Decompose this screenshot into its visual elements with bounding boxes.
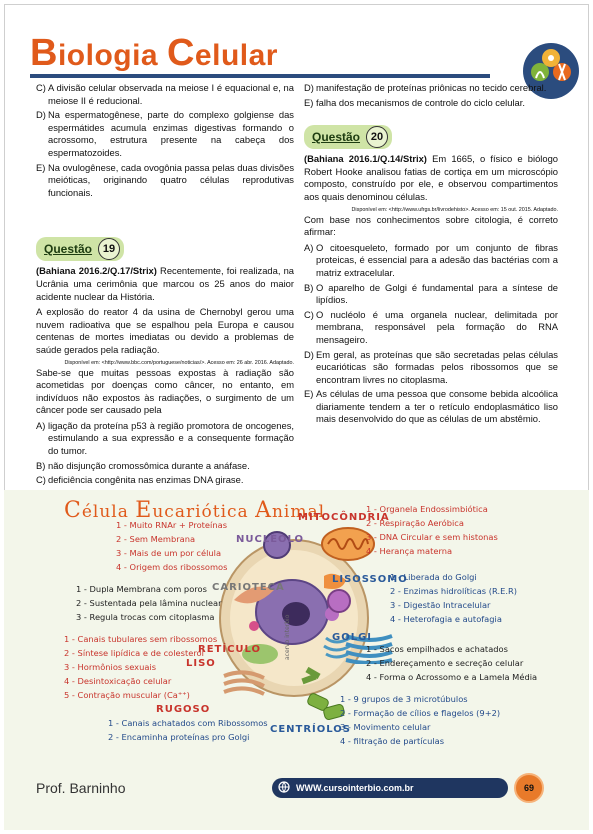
q20-option-e: E) As células de uma pessoa que consome bebida alcoólica diariamente tendem a ter o retículo endoplasmático liso mais desenvolvido do que as células de um abstêmio.	[304, 388, 558, 425]
q19-option-c: C) deficiência congênita nas enzimas DNA girase.	[36, 474, 244, 486]
rough-er-zoom	[222, 668, 266, 698]
author-name: Prof. Barninho	[36, 780, 126, 796]
q19-option-e: E) falha dos mecanismos de controle do ciclo celular.	[304, 96, 525, 108]
lisossomo-item-2: 2 - Enzimas hidrolíticas (R.E.R)	[390, 586, 517, 596]
centriolos-item-4: 4 - filtração de partículas	[340, 736, 445, 746]
liso-item-2: 2 - Síntese lipídica e de colesterol	[64, 648, 204, 658]
mitocondria-title: MITOCÔNDRIA	[298, 512, 390, 523]
rugoso-item-1: 1 - Canais achatados com Ribossomos	[108, 718, 268, 728]
centriolos-title: CENTRÍOLOS	[270, 724, 352, 735]
liso-item-4: 4 - Desintoxicação celular	[64, 676, 172, 686]
page-header	[30, 30, 570, 80]
q20-option-b: B) O aparelho de Golgi é fundamental para a síntese de lipídios.	[304, 281, 558, 306]
cell-diagram	[4, 490, 589, 775]
question-19-badge	[36, 237, 124, 261]
golgi-title: GOLGI	[332, 632, 373, 643]
nucleolo-title: NUCLÉOLO	[236, 534, 305, 545]
lisossomo-item-3: 3 - Digestão Intracelular	[390, 600, 491, 610]
liso-item-3: 3 - Hormônios sexuais	[64, 662, 157, 672]
header-rule	[30, 74, 490, 78]
q20-option-a: A) O citoesqueleto, formado por um conjunto de fibras proteicas, é essencial para a adesão das bactérias com a matriz extracelular.	[304, 241, 558, 278]
question-label: Questão	[44, 242, 93, 257]
carioteca-title: CARIOTECA	[212, 582, 285, 593]
centriolos-item-3: 3 - Movimento celular	[340, 722, 431, 732]
left-column	[36, 82, 294, 489]
q20-option-c: C) O nucléolo é uma organela nuclear, delimitada por membrana, responsável pela formação do RNA mensageiro.	[304, 308, 558, 345]
q19-stem-2: A explosão do reator 4 da usina de Chernobyl gerou uma nuvem radioativa que se espalhou pela Europa e causou centenas de mortes imediatas ou devido a problemas de saúde gerados pela radiação.	[36, 306, 294, 355]
q20-option-d: D) Em geral, as proteínas que são secretadas pelas células eucarióticas são formadas pelos ribossomos que se encontram livres no citoplasma.	[304, 348, 558, 385]
title-word-rest: iologia	[57, 39, 159, 72]
nucleolo-item-3: 3 - Mais de um por célula	[116, 548, 222, 558]
diagram-watermark: acervo interbio	[284, 614, 291, 660]
lisossomo-title: LISOSSOMO	[332, 574, 408, 585]
mitochondria-zoom	[320, 524, 376, 564]
nucleolo-item-1: 1 - Muito RNAr + Proteínas	[116, 520, 228, 530]
carioteca-item-3: 3 - Regula trocas com citoplasma	[76, 612, 215, 622]
liso-item-1: 1 - Canais tubulares sem ribossomos	[64, 634, 218, 644]
mitocondria-item-4: 4 - Herança materna	[366, 546, 453, 556]
question-label: Questão	[312, 129, 361, 144]
rugoso-title: RUGOSO	[156, 704, 211, 715]
title-initial-b: B	[30, 32, 58, 74]
q20-stem-2: Com base nos conhecimentos sobre citologia, é correto afirmar:	[304, 213, 558, 238]
q18-option-e: E) Na ovulogênese, cada ovogônia passa pelas duas divisões meióticas, originando quatro células reprodutivas funcionais.	[36, 161, 295, 198]
q18-option-d: D) Na espermatogênese, parte do complexo golgiense das espermátides acumula enzimas digestivas formando o acrossomo, estrutura presente na cabeça dos espermatozoides.	[36, 109, 294, 158]
mitocondria-item-3: 3 - DNA Circular e sem histonas	[366, 532, 498, 542]
carioteca-item-1: 1 - Dupla Membrana com poros	[76, 584, 207, 594]
question-number: 19	[98, 238, 120, 260]
centriolos-item-1: 1 - 9 grupos de 3 microtúbulos	[340, 694, 468, 704]
golgi-item-2: 2 - Endereçamento e secreção celular	[366, 658, 524, 668]
globe-icon	[278, 781, 290, 795]
right-column	[304, 82, 558, 428]
q19-option-b: B) não disjunção cromossômica durante a anáfase.	[36, 459, 250, 471]
lysosome-zoom	[326, 588, 352, 614]
page-number: 69	[514, 773, 544, 803]
liso-item-5: 5 - Contração muscular (Ca⁺⁺)	[64, 690, 190, 700]
mitocondria-item-2: 2 - Respiração Aeróbica	[366, 518, 464, 528]
reticulo-title: RETÍCULO	[198, 644, 262, 655]
question-20-badge	[304, 125, 392, 149]
rugoso-item-2: 2 - Encaminha proteínas pro Golgi	[108, 732, 250, 742]
title-initial-c: C	[166, 32, 195, 74]
q19-source: Disponível em: <http://www.bbc.com/portuguese/noticias/>. Acesso em: 26 abr. 2016. Adaptado.	[64, 359, 294, 366]
golgi-item-1: 1 - Sacos empilhados e achatados	[366, 644, 508, 654]
centriolos-item-2: 2 - Formação de cílios e flagelos (9+2)	[340, 708, 501, 718]
website-url[interactable]: WWW.cursointerbio.com.br	[296, 783, 414, 793]
lisossomo-item-1: 1 - Liberada do Golgi	[390, 572, 477, 582]
q19-option-a: A) ligação da proteína p53 à região promotora de oncogenes, estimulando a sua expressão e a consequente formação do tumor.	[36, 419, 294, 457]
q19-stem-3: Sabe-se que muitas pessoas expostas à radiação são acometidas por doenças como câncer, no entanto, em indivíduos não expostos às radiações, o surgimento de um câncer pode ser causado pela	[36, 366, 294, 416]
question-number: 20	[366, 126, 388, 148]
mitocondria-item-1: 1 - Organela Endossimbiótica	[366, 504, 488, 514]
q20-source: Disponível em: <http://www.ufrgs.br/livrodehisto>. Acesso em: 15 out. 2015. Adaptado.	[351, 206, 558, 213]
q18-option-c: C) A divisão celular observada na meiose I é equacional e, na meiose II é reducional.	[36, 82, 294, 106]
liso-title: LISO	[186, 658, 216, 669]
page-title	[30, 32, 278, 75]
title-word2-rest: elular	[194, 39, 278, 72]
website-banner[interactable]	[272, 778, 508, 798]
q19-option-d: D) manifestação de proteínas priônicas no tecido cerebral.	[304, 82, 547, 93]
carioteca-item-2: 2 - Sustentada pela lâmina nuclear	[76, 598, 222, 608]
diagram-title: Célula Eucariótica Animal	[64, 498, 326, 523]
lisossomo-item-4: 4 - Heterofagia e autofagia	[390, 614, 502, 624]
q19-stem-1: (Bahiana 2016.2/Q.17/Strix) Recentemente, foi realizada, na Ucrânia uma cerimônia que marcou os 25 anos do maior acidente nuclear da História.	[36, 265, 295, 302]
nucleolo-item-2: 2 - Sem Membrana	[116, 534, 196, 544]
golgi-item-3: 4 - Forma o Acrossomo e a Lamela Média	[366, 672, 538, 682]
q20-stem-1: (Bahiana 2016.1/Q.14/Strix) Em 1665, o físico e biólogo Robert Hooke analisou fatias de cortiça em um microscópio composto, construído por ele, e observou compartimentos aos quais denominou células.	[304, 153, 559, 202]
nucleolo-item-4: 4 - Origem dos ribossomos	[116, 562, 228, 572]
